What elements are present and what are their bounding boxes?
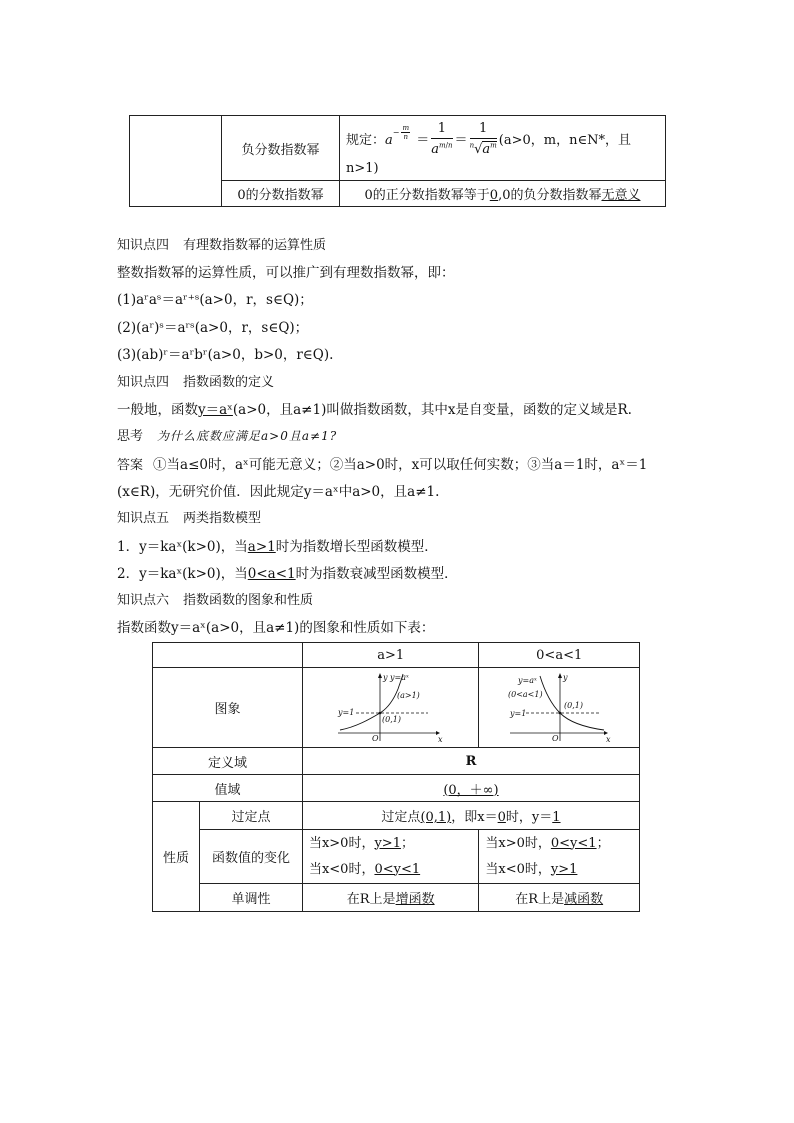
zero-desc-part: ,0的负分数指数幂 (498, 188, 602, 203)
y-axis-arrow (558, 673, 562, 678)
row-label-range: 值域 (153, 775, 303, 802)
definition-paragraph (117, 398, 632, 418)
think-text: 为什么底数应满足a>0且a≠1? (157, 429, 338, 443)
answer-line: (x∈R)，无研究价值．因此规定y＝aˣ中a>0，且a≠1. (117, 484, 440, 500)
paragraph: 指数函数y＝aˣ(a>0，且a≠1)的图象和性质如下表： (117, 620, 435, 636)
zero-fractional-label: 0的分数指数幂 (222, 181, 340, 207)
zero-desc-part: 0的正分数指数幂等于 (364, 188, 490, 203)
underlined-answer: 增函数 (395, 892, 435, 907)
y-label: y (382, 672, 388, 682)
text-part: ； (596, 835, 610, 851)
underlined-answer: 0 (497, 810, 506, 825)
row-label-fixed-point: 过定点 (200, 802, 303, 830)
change-line (485, 857, 639, 883)
curve-label: y=aˣ (518, 675, 538, 685)
negative-fractional-label: 负分数指数幂 (222, 116, 340, 181)
text-part: 当x>0时， (308, 835, 375, 851)
underlined-answer: 0<a<1 (247, 566, 296, 582)
row-label-domain: 定义域 (153, 748, 303, 775)
text-part: 时，y＝ (505, 810, 553, 825)
row-label-graph: 图象 (153, 668, 303, 748)
rule-line: (1)aʳaˢ＝aʳ⁺ˢ(a>0，r，s∈Q)； (117, 292, 313, 308)
x-label: x (606, 734, 611, 744)
domain-text: R (465, 753, 477, 769)
rule-formula: $a^{- \frac{m}{n}}$ ＝ $\frac{1}{a^{m/n}}$ ＝ $\frac{1}{^n√a^m}$ (385, 121, 497, 157)
fractional-exponent-table (129, 115, 666, 207)
underlined-answer: (0,1) (420, 810, 452, 825)
header-blank (153, 643, 303, 668)
graph-cell-a-lt-1 (479, 668, 640, 748)
heading-number: 知识点四 (117, 238, 170, 253)
text-part: 时为指数增长型函数模型． (275, 539, 438, 555)
value-change-a-gt-1 (302, 830, 478, 884)
text-part: ，即x＝ (451, 810, 498, 825)
section-heading (117, 234, 326, 253)
text-part: 过定点 (381, 810, 421, 825)
range-value (302, 775, 639, 802)
zero-fractional-desc (340, 181, 666, 207)
change-line (309, 857, 478, 883)
zero-desc-answer: 无意义 (601, 188, 641, 203)
graph-decreasing (504, 671, 614, 745)
underlined-answer: 0<y<1 (374, 861, 421, 877)
text-part: 时为指数衰减型函数模型． (295, 566, 458, 582)
answer-line (117, 453, 647, 473)
text-part: (a>0，且a≠1)叫做指数函数，其中x是自变量，函数的定义域是R. (232, 402, 632, 418)
underlined-answer: 1 (552, 810, 561, 825)
text-part: 在R上是 (346, 892, 396, 907)
underlined-answer: 0<y<1 (550, 835, 597, 851)
rule-line: (2)(aʳ)ˢ＝aʳˢ(a>0，r，s∈Q)； (117, 320, 309, 336)
asymptote-label: y=1 (510, 708, 527, 718)
row-label-monotonicity: 单调性 (200, 884, 303, 912)
zero-desc-answer: 0 (489, 188, 499, 203)
domain-value (302, 748, 639, 775)
point-label: (0,1) (381, 714, 401, 724)
x-label: x (437, 734, 443, 744)
point-label: (0,1) (564, 700, 584, 710)
text-part: 当x<0时， (485, 861, 551, 877)
underlined-answer: y>1 (374, 835, 401, 851)
exponential-properties-table (152, 642, 640, 912)
section-heading (117, 507, 261, 526)
y-axis-arrow (378, 673, 382, 678)
negative-fractional-rule (340, 116, 666, 181)
heading-title: 指数函数的图象和性质 (183, 593, 314, 608)
heading-number: 知识点五 (117, 511, 170, 526)
row-label-value-change: 函数值的变化 (200, 830, 303, 884)
change-line (485, 831, 639, 857)
text-part: ； (400, 835, 414, 851)
y-label: y (563, 672, 568, 682)
heading-title: 有理数指数幂的运算性质 (183, 238, 327, 253)
underlined-answer: a>1 (247, 539, 276, 555)
fixed-point-value (302, 802, 639, 830)
row-label-properties: 性质 (153, 802, 200, 912)
paragraph: 整数指数幂的运算性质，可以推广到有理数指数幂，即： (117, 265, 455, 281)
text-part: 在R上是 (515, 892, 565, 907)
text-part: 1．y＝kaˣ(k>0)，当 (117, 539, 248, 555)
rule-line: (3)(ab)ʳ＝aʳbʳ(a>0，b>0，r∈Q). (117, 347, 334, 363)
answer-text: ①当a≤0时，aˣ可能无意义；②当a>0时，x可以取任何实数；③当a＝1时，aˣ＝1 (153, 457, 648, 473)
underlined-answer: 减函数 (564, 892, 604, 907)
heading-number: 知识点六 (117, 593, 170, 608)
heading-title: 两类指数模型 (183, 511, 262, 526)
think-question (117, 425, 337, 444)
cond-label: (0<a<1) (508, 689, 543, 699)
text-part: 2．y＝kaˣ(k>0)，当 (117, 566, 248, 582)
value-change-a-lt-1 (479, 830, 640, 884)
think-label: 思考 (117, 429, 144, 444)
underlined-answer: y>1 (550, 861, 578, 877)
underlined-answer: y＝aˣ (198, 402, 233, 418)
range-text: (0，＋∞) (443, 782, 499, 798)
section-heading (117, 371, 274, 390)
monotonicity-a-gt-1 (302, 884, 478, 912)
curve-label: y=aˣ (389, 672, 409, 682)
origin-label: O (371, 733, 379, 743)
fixed-point (378, 711, 381, 714)
graph-cell-a-gt-1 (302, 668, 478, 748)
header-a-gt-1: a>1 (302, 643, 478, 668)
table-empty-cell (130, 116, 222, 207)
heading-title: 指数函数的定义 (183, 375, 275, 390)
graph-increasing (336, 671, 446, 745)
change-line (309, 831, 478, 857)
section-heading (117, 589, 313, 608)
model-item (117, 535, 438, 555)
model-item (117, 562, 458, 582)
answer-label: 答案 (117, 458, 144, 473)
rule-condition: (a>0，m，n∈N*，且n>1) (346, 133, 631, 176)
text-part: 一般地，函数 (117, 402, 198, 418)
monotonicity-a-lt-1 (479, 884, 640, 912)
asymptote-label: y=1 (337, 707, 354, 717)
cond-label: (a>1) (396, 690, 420, 700)
text-part: 当x<0时， (308, 861, 375, 877)
heading-number: 知识点四 (117, 375, 170, 390)
origin-label: O (552, 733, 559, 743)
text-part: 当x>0时， (485, 835, 551, 851)
header-a-lt-1: 0<a<1 (479, 643, 640, 668)
fixed-point (559, 711, 562, 714)
rule-prefix: 规定： (346, 133, 386, 148)
